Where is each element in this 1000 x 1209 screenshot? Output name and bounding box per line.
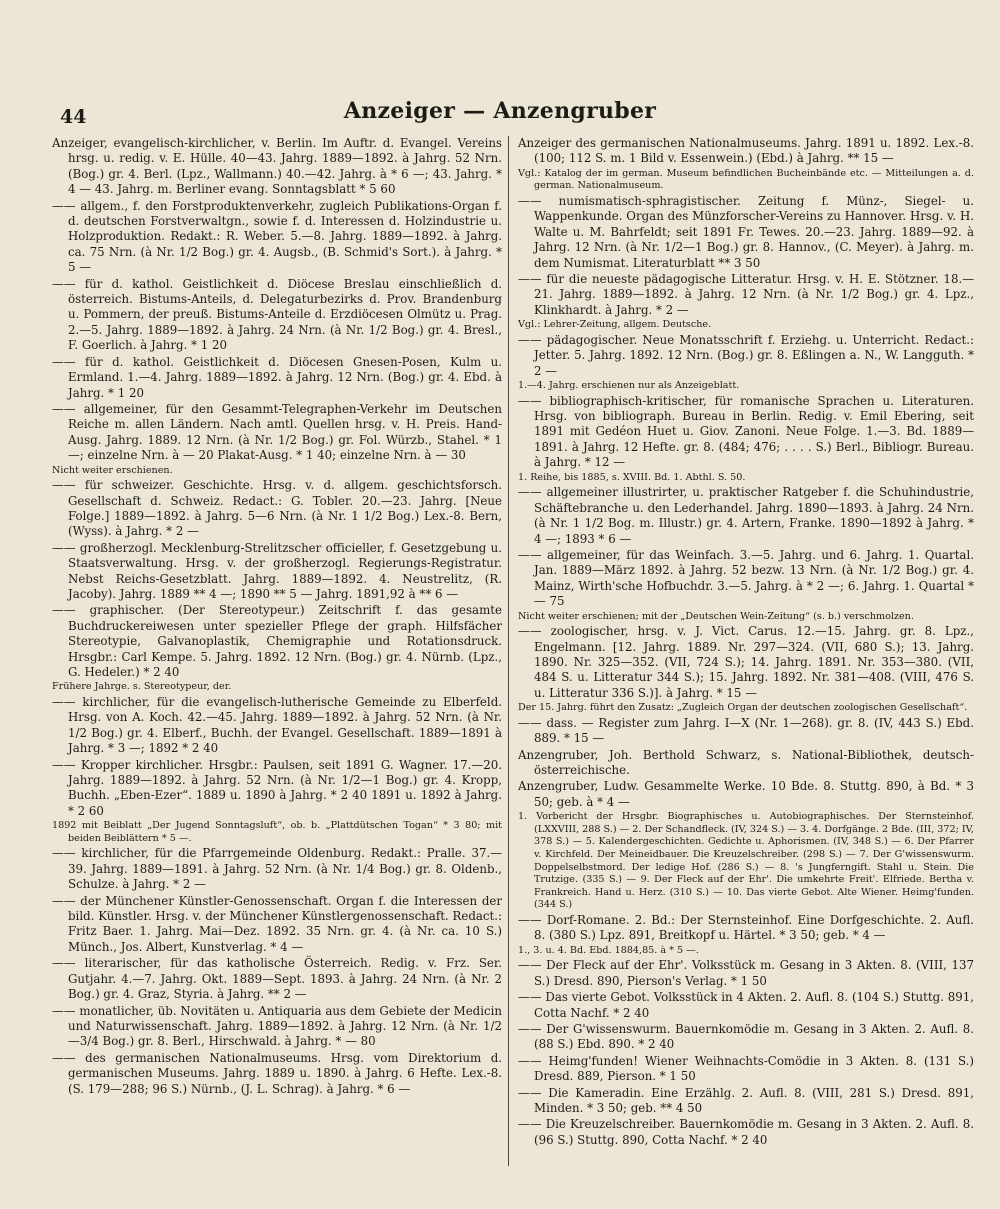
bibliographic-note: 1. Vorbericht der Hrsgbr. Biographisches u. Autobiographisches. Der Sternsteinhof. (LXXVIII, 288 S.) — 2. Der Schandfleck. (IV, 324 S.) — 3. 4. Dorfgänge. 2 Bde. (III, 372; IV, 378 S.) — 5. Kalendergeschichten. Gedichte u. Aphorismen. (IV, 348 S.) — 6. Der Pfarrer v. Kirchfeld. Der Meineidbauer. Die Kreuzelschreiber. (298 S.) — 7. Der G'wissenswurm. Doppelselbstmord. Der ledige Hof. (286 S.) — 8. 's Jungferngift. Stahl u. Stein. Die Trutzige. (335 S.) — 9. Der Fleck auf der Ehr'. Die umkehrte Freit'. Elfriede. Bertha v. Frankreich. Hand u. Herz. (310 S.) — 10. Das vierte Gebot. Alte Wiener. Heimg'funden. (344 S.) — [518, 811, 974, 911]
left-column — [52, 136, 502, 1166]
bibliographic-entry: —— allgemeiner, für den Gesammt-Telegraphen-Verkehr im Deutschen Reiche m. allen Ländern. Nach amtl. Quellen hrsg. v. H. Preis. Hand-Ausg. Jahrg. 1889. 12 Nrn. (à Nr. 1/2 Bog.) gr. Fol. Würzb., Stahel. * 1 —; einzelne Nrn. à — 20 Plakat-Ausg. * 1 40; einzelne Nrn. à — 30 — [52, 401, 502, 463]
bibliographic-entry: —— Die Kameradin. Eine Erzählg. 2. Aufl. 8. (VIII, 281 S.) Dresd. 891, Minden. * 3 50; geb. ** 4 50 — [518, 1085, 974, 1115]
bibliographic-entry: —— zoologischer, hrsg. v. J. Vict. Carus. 12.—15. Jahrg. gr. 8. Lpz., Engelmann. [12. Jahrg. 1889. Nr. 297—324. (VII, 680 S.); 13. Jahrg. 1890. Nr. 325—352. (VII, 724 S.); 14. Jahrg. 1891. Nr. 353—380. (VII, 484 S. u. Litteratur 344 S.); 15. Jahrg. 1892. Nr. 381—408. (VIII, 476 S. u. Litteratur 336 S.)]. à Jahrg. * 15 — — [518, 624, 974, 700]
bibliographic-entry: Anzengruber, Joh. Berthold Schwarz, s. National-Bibliothek, deutsch-österreichische. — [518, 747, 974, 777]
bibliographic-entry: —— graphischer. (Der Stereotypeur.) Zeitschrift f. das gesamte Buchdruckereiwesen unter spezieller Pflege der graph. Hilfsfächer Stereotypie, Galvanoplastik, Chemigraphie und Rotationsdruck. Hrsgbr.: Carl Kempe. 5. Jahrg. 1892. 12 Nrn. (Bog.) gr. 4. Nürnb. (Lpz., G. Hedeler.) * 2 40 — [52, 603, 502, 679]
bibliographic-entry: —— Heimg'funden! Wiener Weihnachts-Comödie in 3 Akten. 8. (131 S.) Dresd. 889, Pierson. * 1 50 — [518, 1053, 974, 1084]
bibliographic-note: 1. Reihe, bis 1885, s. XVIII. Bd. 1. Abthl. S. 50. — [518, 471, 746, 483]
page-number: 44 — [60, 106, 87, 128]
bibliographic-entry: —— Die Kreuzelschreiber. Bauernkomödie m. Gesang in 3 Akten. 2. Aufl. 8. (96 S.) Stuttg. 890, Cotta Nachf. * 2 40 — [518, 1117, 974, 1147]
bibliographic-entry: —— für d. kathol. Geistlichkeit d. Diöcese Breslau einschließlich d. österreich. Bistums-Anteils, d. Delegaturbezirks d. Prov. Brandenburg u. Pommern, der preuß. Bistums-Anteile d. Erzdiöcesen Olmütz u. Prag. 2.—5. Jahrg. 1889—1892. à Jahrg. 24 Nrn. (à Nr. 1/2 Bog.) gr. 4. Bresl., F. Goerlich. à Jahrg. * 1 20 — [52, 276, 502, 353]
bibliographic-entry: —— pädagogischer. Neue Monatsschrift f. Erziehg. u. Unterricht. Redact.: Jetter. 5. Jahrg. 1892. 12 Nrn. (Bog.) gr. 8. Eßlingen a. N., W. Langguth. * 2 — — [518, 332, 974, 378]
bibliographic-note: Vgl.: Lehrer-Zeitung, allgem. Deutsche. — [518, 319, 712, 331]
bibliographic-entry: —— bibliographisch-kritischer, für romanische Sprachen u. Literaturen. Hrsg. von bibliograph. Bureau in Berlin. Redig. v. Emil Ebering, seit 1891 mit Gedéon Huet u. Giov. Zanoni. Neue Folge. 1.—3. Bd. 1889—1891. à Jahrg. 12 Hefte. gr. 8. (484; 476; . . . . S.) Berl., Bibliogr. Bureau. à Jahrg. * 12 — — [518, 393, 974, 470]
bibliographic-entry: —— allgemeiner, für das Weinfach. 3.—5. Jahrg. und 6. Jahrg. 1. Quartal. Jan. 1889—März 1892. à Jahrg. 52 bezw. 13 Nrn. (à Nr. 1/2 Bog.) gr. 4. Mainz, Wirth'sche Hofbuchdr. 3.—5. Jahrg. à * 2 —; 6. Jahrg. 1. Quartal * — 75 — [518, 547, 974, 609]
bibliographic-entry: —— kirchlicher, für die evangelisch-lutherische Gemeinde zu Elberfeld. Hrsg. von A. Koch. 42.—45. Jahrg. 1889—1892. à Jahrg. 52 Nrn. (à Nr. 1/2 Bog.) gr. 4. Elberf., Buchh. der Evangel. Gesellschaft. 1889—1891 à Jahrg. * 3 —; 1892 * 2 40 — [52, 695, 502, 756]
bibliographic-entry: —— numismatisch-sphragistischer. Zeitung f. Münz-, Siegel- u. Wappenkunde. Organ des Münzforscher-Vereins zu Hannover. Hrsg. v. H. Walte u. M. Bahrfeldt; seit 1891 Fr. Tewes. 20.—23. Jahrg. 1889—92. à Jahrg. 12 Nrn. (à Nr. 1/2—1 Bog.) gr. 8. Hannov., (C. Meyer). à Jahrg. m. dem Numismat. Literaturblatt ** 3 50 — [518, 194, 974, 270]
column-divider — [508, 136, 509, 1166]
bibliographic-note: Frühere Jahrge. s. Stereotypeur, der. — [52, 681, 232, 693]
bibliographic-entry: Anzengruber, Ludw. Gesammelte Werke. 10 Bde. 8. Stuttg. 890, à Bd. * 3 50; geb. à * 4 — — [518, 779, 974, 809]
bibliographic-note: Der 15. Jahrg. führt den Zusatz: „Zugleich Organ der deutschen zoologischen Gesellschaft“. — [518, 702, 968, 714]
bibliographic-note: Vgl.: Katalog der im german. Museum befindlichen Bucheinbände etc. — Mitteilungen a. d. german. Nationalmuseum. — [518, 167, 974, 192]
bibliographic-entry: —— Das vierte Gebot. Volksstück in 4 Akten. 2. Aufl. 8. (104 S.) Stuttg. 891, Cotta Nachf. * 2 40 — [518, 990, 974, 1020]
bibliographic-entry: —— dass. — Register zum Jahrg. I—X (Nr. 1—268). gr. 8. (IV, 443 S.) Ebd. 889. * 15 — — [518, 715, 974, 746]
bibliographic-entry: —— Der G'wissenswurm. Bauernkomödie m. Gesang in 3 Akten. 2. Aufl. 8. (88 S.) Ebd. 890. * 2 40 — [518, 1021, 974, 1052]
running-title: Anzeiger — Anzengruber — [343, 98, 657, 124]
bibliographic-note: 1892 mit Beiblatt „Der Jugend Sonntagsluft“, ob. b. „Plattdütschen Togan“ * 3 80; mit beiden Beiblättern * 5 —. — [52, 820, 502, 844]
bibliographic-entry: —— allgem., f. den Forstproduktenverkehr, zugleich Publikations-Organ f. d. deutschen Forstverwaltgn., sowie f. d. Interessen d. Holzindustrie u. Holzproduktion. Redakt.: R. Weber. 5.—8. Jahrg. 1889—1892. à Jahrg. ca. 75 Nrn. (à Nr. 1/2 Bog.) gr. 4. Augsb., (B. Schmid's Sort.). à Jahrg. * 5 — — [52, 198, 502, 275]
bibliographic-entry: —— Der Fleck auf der Ehr'. Volksstück m. Gesang in 3 Akten. 8. (VIII, 137 S.) Dresd. 890, Pierson's Verlag. * 1 50 — [518, 958, 974, 988]
bibliographic-note: 1.—4. Jahrg. erschienen nur als Anzeigeblatt. — [518, 380, 740, 392]
bibliographic-note: Nicht weiter erschienen. — [52, 464, 173, 476]
bibliographic-entry: —— Dorf-Romane. 2. Bd.: Der Sternsteinhof. Eine Dorfgeschichte. 2. Aufl. 8. (380 S.) Lpz. 891, Breitkopf u. Härtel. * 3 50; geb. * 4 — — [518, 912, 974, 943]
bibliographic-entry: —— literarischer, für das katholische Österreich. Redig. v. Frz. Ser. Gutjahr. 4.—7. Jahrg. Okt. 1889—Sept. 1893. à Jahrg. 24 Nrn. (à Nr. 2 Bog.) gr. 4. Graz, Styria. à Jahrg. ** 2 — — [52, 956, 502, 1002]
bibliographic-entry: —— für d. kathol. Geistlichkeit d. Diöcesen Gnesen-Posen, Kulm u. Ermland. 1.—4. Jahrg. 1889—1892. à Jahrg. 12 Nrn. (Bog.) gr. 4. Ebd. à Jahrg. * 1 20 — [52, 354, 502, 400]
bibliographic-entry: —— Kropper kirchlicher. Hrsgbr.: Paulsen, seit 1891 G. Wagner. 17.—20. Jahrg. 1889—1892. à Jahrg. 52 Nrn. (à Nr. 1/2—1 Bog.) gr. 4. Kropp, Buchh. „Eben-Ezer“. 1889 u. 1890 à Jahrg. * 2 40 1891 u. 1892 à Jahrg. * 2 60 — [52, 757, 502, 818]
bibliographic-entry: —— für die neueste pädagogische Litteratur. Hrsg. v. H. E. Stötzner. 18.—21. Jahrg. 1889—1892. à Jahrg. 12 Nrn. (à Nr. 1/2 Bog.) gr. 4. Lpz., Klinkhardt. à Jahrg. * 2 — — [518, 272, 974, 317]
bibliographic-entry: Anzeiger des germanischen Nationalmuseums. Jahrg. 1891 u. 1892. Lex.-8. (100; 112 S. m. 1 Bild v. Essenwein.) (Ebd.) à Jahrg. ** 15 — — [518, 136, 974, 166]
bibliographic-entry: —— allgemeiner illustrirter, u. praktischer Ratgeber f. die Schuhindustrie, Schäftebranche u. den Lederhandel. Jahrg. 1890—1893. à Jahrg. 24 Nrn. (à Nr. 1 1/2 Bog. m. Illustr.) gr. 4. Artern, Franke. 1890—1892 à Jahrg. * 4 —; 1893 * 6 — — [518, 485, 974, 546]
bibliographic-note: Nicht weiter erschienen; mit der „Deutschen Wein-Zeitung“ (s. b.) verschmolzen. — [518, 610, 914, 622]
bibliographic-entry: —— kirchlicher, für die Pfarrgemeinde Oldenburg. Redakt.: Pralle. 37.—39. Jahrg. 1889—1891. à Jahrg. 52 Nrn. (à Nr. 1/4 Bog.) gr. 8. Oldenb., Schulze. à Jahrg. * 2 — — [52, 846, 502, 892]
right-column — [518, 136, 974, 1166]
bibliographic-entry: —— großherzogl. Mecklenburg-Strelitzscher officieller, f. Gesetzgebung u. Staatsverwaltung. Hrsg. v. der großherzogl. Regierungs-Registratur. Nebst Reichs-Gesetzblatt. Jahrg. 1889—1892. 4. Neustrelitz, (R. Jacoby). Jahrg. 1889 ** 4 —; 1890 ** 5 — Jahrg. 1891,92 à ** 6 — — [52, 540, 502, 601]
bibliographic-note: 1., 3. u. 4. Bd. Ebd. 1884,85. à * 5 —. — [518, 944, 699, 956]
page-header — [0, 92, 1000, 132]
bibliographic-entry: —— des germanischen Nationalmuseums. Hrsg. vom Direktorium d. germanischen Museums. Jahrg. 1889 u. 1890. à Jahrg. 6 Hefte. Lex.-8. (S. 179—288; 96 S.) Nürnb., (J. L. Schrag). à Jahrg. * 6 — — [52, 1050, 502, 1096]
bibliographic-entry: Anzeiger, evangelisch-kirchlicher, v. Berlin. Im Auftr. d. Evangel. Vereins hrsg. u. redig. v. E. Hülle. 40—43. Jahrg. 1889—1892. à Jahrg. 52 Nrn. (Bog.) gr. 4. Berl. (Lpz., Wallmann.) 40.—42. Jahrg. à * 6 —; 43. Jahrg. * 4 — 43. Jahrg. m. Berliner evang. Sonntagsblatt * 5 60 — [52, 136, 502, 197]
bibliographic-entry: —— der Münchener Künstler-Genossenschaft. Organ f. die Interessen der bild. Künstler. Hrsg. v. der Münchener Künstlergenossenschaft. Redact.: Fritz Baer. 1. Jahrg. Mai—Dez. 1892. 35 Nrn. gr. 4. (à Nr. ca. 10 S.) Münch., Jos. Albert, Kunstverlag. * 4 — — [52, 893, 502, 954]
bibliographic-entry: —— für schweizer. Geschichte. Hrsg. v. d. allgem. geschichtsforsch. Gesellschaft d. Schweiz. Redact.: G. Tobler. 20.—23. Jahrg. [Neue Folge.] 1889—1892. à Jahrg. 5—6 Nrn. (à Nr. 1 1/2 Bog.) Lex.-8. Bern, (Wyss). à Jahrg. * 2 — — [52, 478, 502, 539]
bibliographic-entry: —— monatlicher, üb. Novitäten u. Antiquaria aus dem Gebiete der Medicin und Naturwissenschaft. Jahrg. 1889—1892. à Jahrg. 12 Nrn. (à Nr. 1/2—3/4 Bog.) gr. 8. Berl., Hirschwald. à Jahrg. * — 80 — [52, 1003, 502, 1049]
